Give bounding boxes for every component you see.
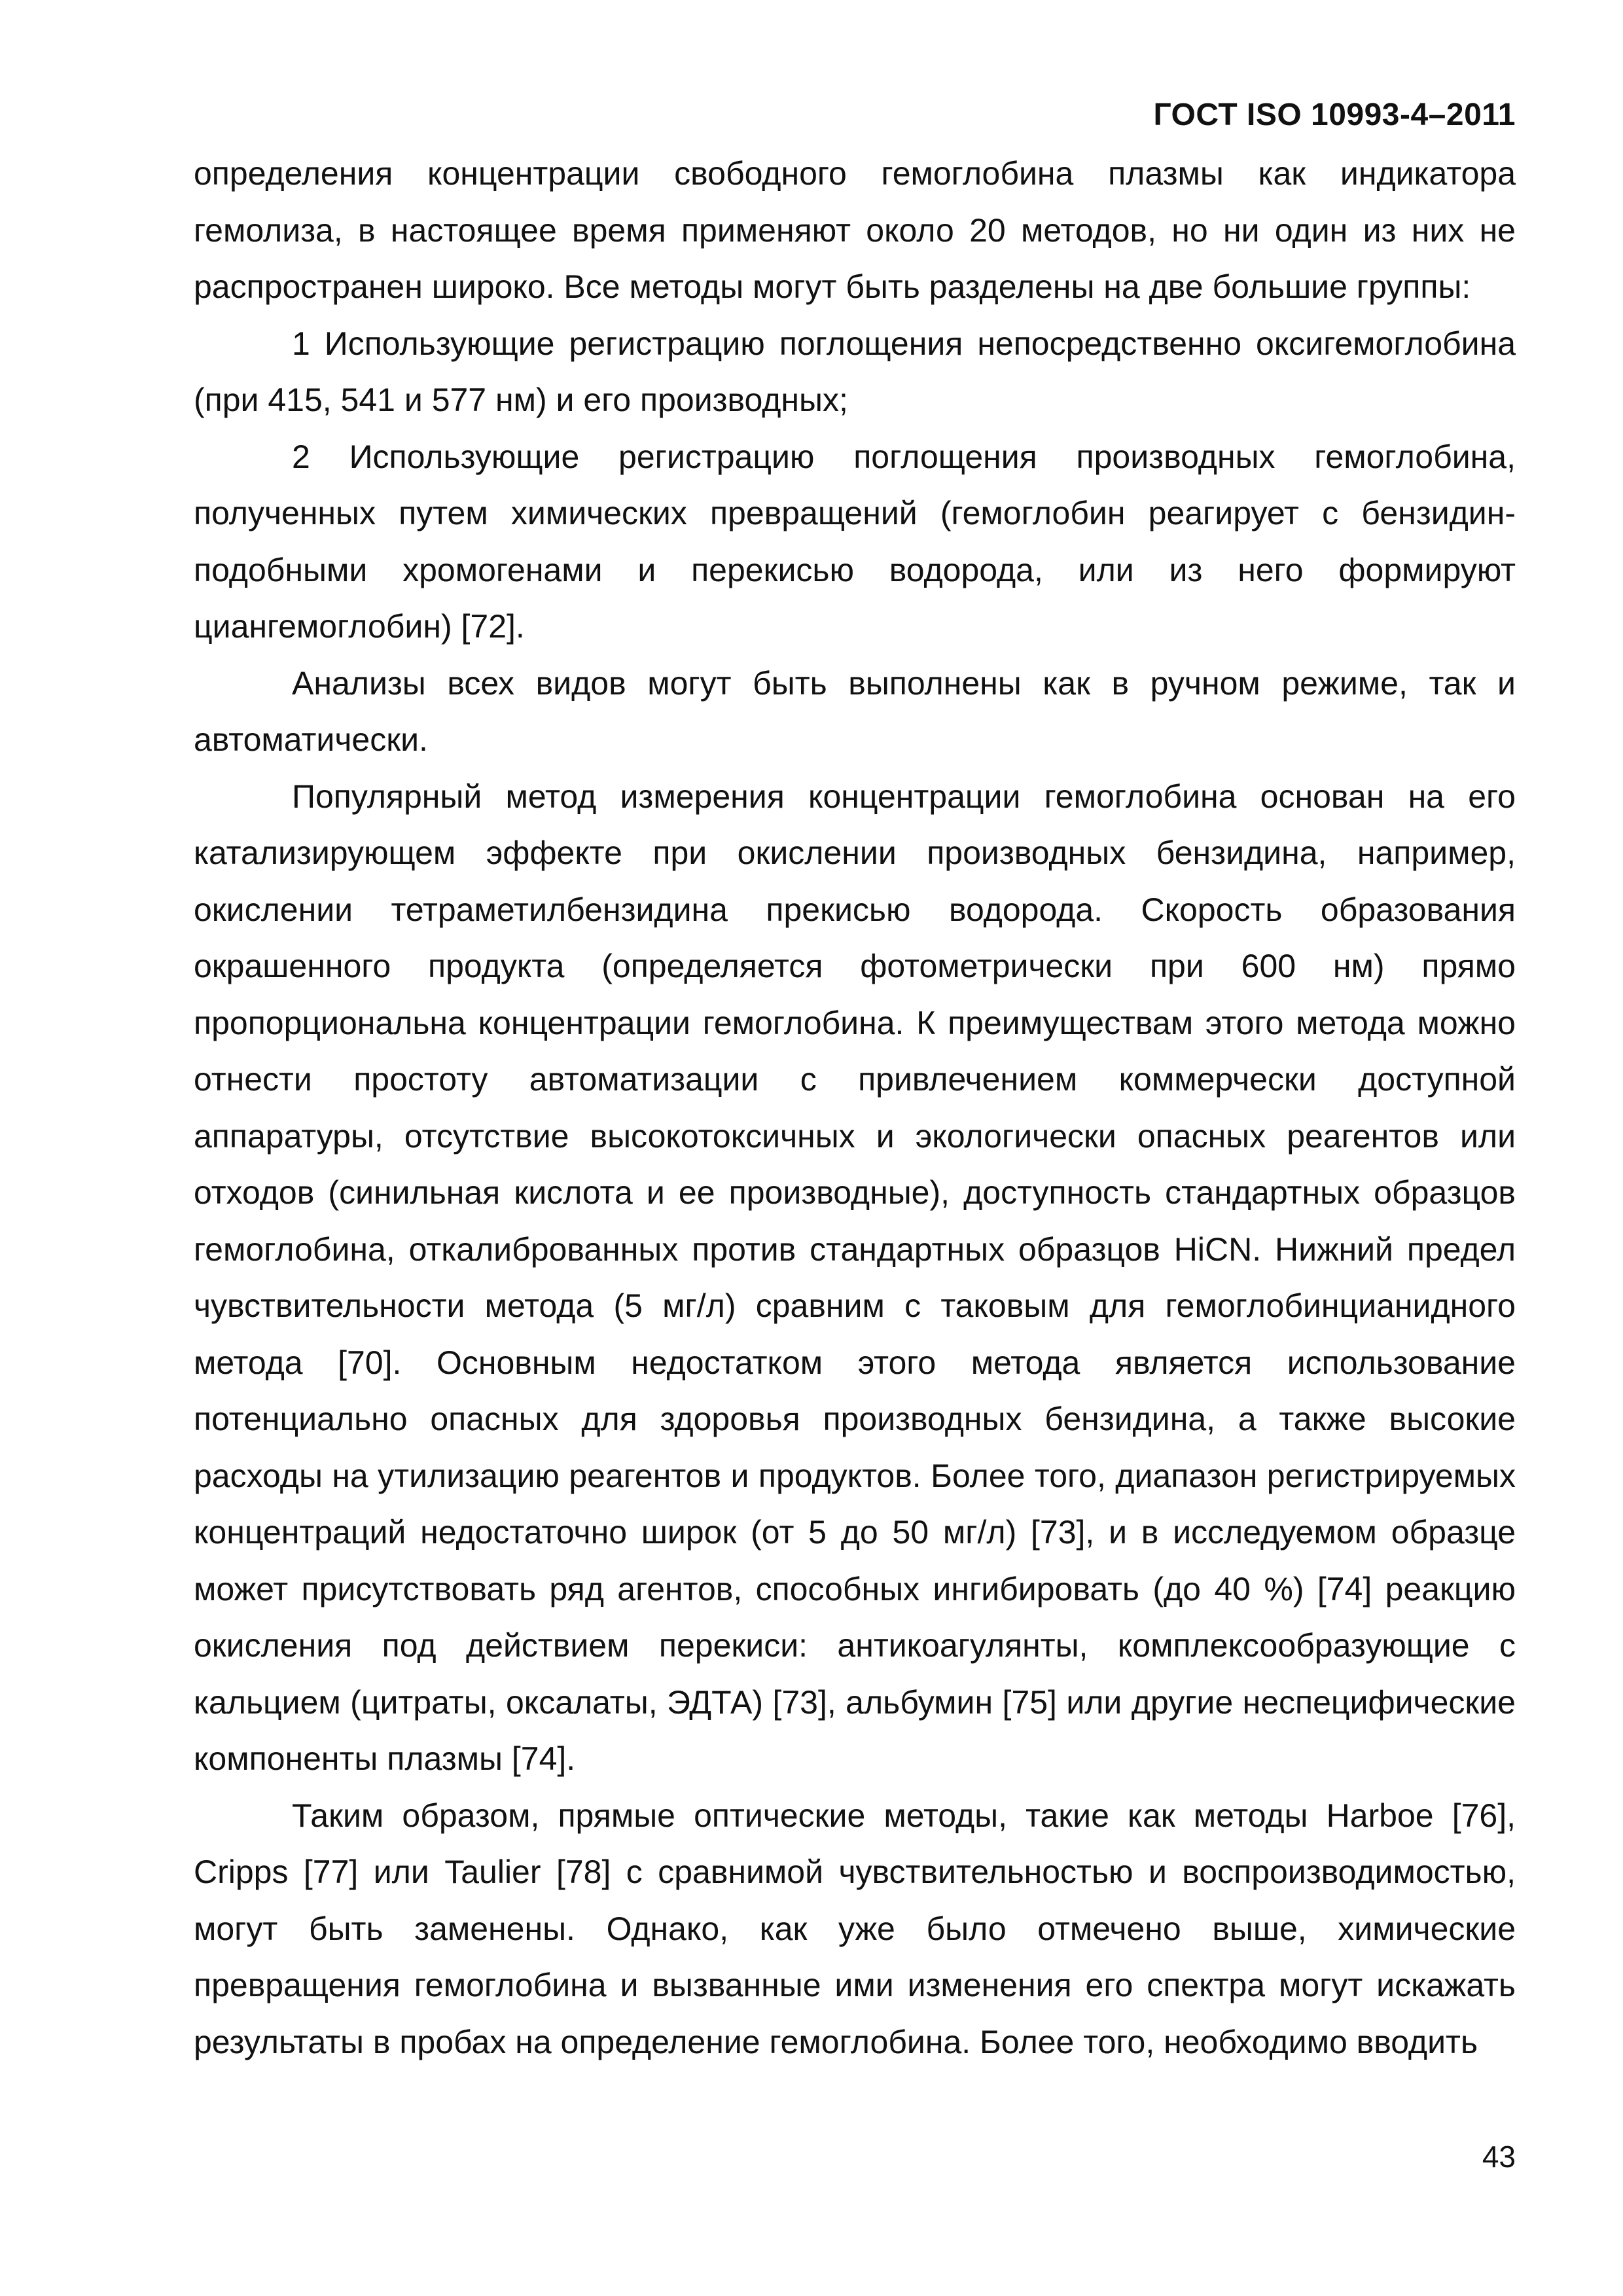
paragraph-analysis-modes: Анализы всех видов могут быть выполнены как в ручном режиме, так и автоматически.: [194, 664, 1516, 758]
paragraph-direct-optical-methods: Таким образом, прямые оптические методы, такие как методы Harboe [76], Cripps [77] или Taulier [78] с сравнимой чувствительностью и воспроизводимостью, могут быть заменены. Однако, как уже было отмечено выше, химические превращения гемоглобина и вызванные ими изменения его спектра могут искажать результаты в пробах на определение гемоглобина. Более того, необходимо вводить: [194, 1797, 1516, 2060]
standard-code-header: ГОСТ ISO 10993-4–2011: [1153, 98, 1516, 132]
paragraph-benzidine-method: Популярный метод измерения концентрации гемоглобина основан на его катализирующем эффекте при окислении производных бензидина, например, окислении тетраметилбензидина прекисью водорода. Скорость образования окрашенного продукта (определяется фотометрически при 600 нм) прямо пропорциональна концентрации гемоглобина. К преимуществам этого метода можно отнести простоту автоматизации с привлечением коммерчески доступной аппаратуры, отсутствие высокотоксичных и экологически опасных реагентов или отходов (синильная кислота и ее производные), доступность стандартных образцов гемоглобина, откалиброванных против стандартных образцов HiCN. Нижний предел чувствительности метода (5 мг/л) сравним с таковым для гемоглобинцианидного метода [70]. Основным недостатком этого метода является использование потенциально опасных для здоровья производных бензидина, а также высокие расходы на утилизацию реагентов и продуктов. Более того, диапазон регистрируемых концентраций недостаточно широк (от 5 до 50 мг/л) [73], и в исследуемом образце может присутствовать ряд агентов, способных ингибировать (до 40 %) [74] реакцию окисления под действием перекиси: антикоагулянты, комплексообразующие с кальцием (цитраты, оксалаты, ЭДТА) [73], альбумин [75] или другие неспецифические компоненты плазмы [74].: [194, 778, 1516, 1777]
paragraph-list-item-2: 2 Использующие регистрацию поглощения производных гемоглобина, полученных путем химических превращений (гемоглобин реагирует с бензидин-подобными хромогенами и перекисью водорода, или из него формируют циангемоглобин) [72].: [194, 438, 1516, 645]
paragraph-continuation: определения концентрации свободного гемоглобина плазмы как индикатора гемолиза, в настоящее время применяют около 20 методов, но ни один из них не распространен широко. Все методы могут быть разделены на две большие группы:: [194, 155, 1516, 305]
body-text: [194, 145, 1516, 2070]
page-number: 43: [1482, 2140, 1516, 2174]
paragraph-list-item-1: 1 Использующие регистрацию поглощения непосредственно оксигемоглобина (при 415, 541 и 577 нм) и его производных;: [194, 325, 1516, 418]
